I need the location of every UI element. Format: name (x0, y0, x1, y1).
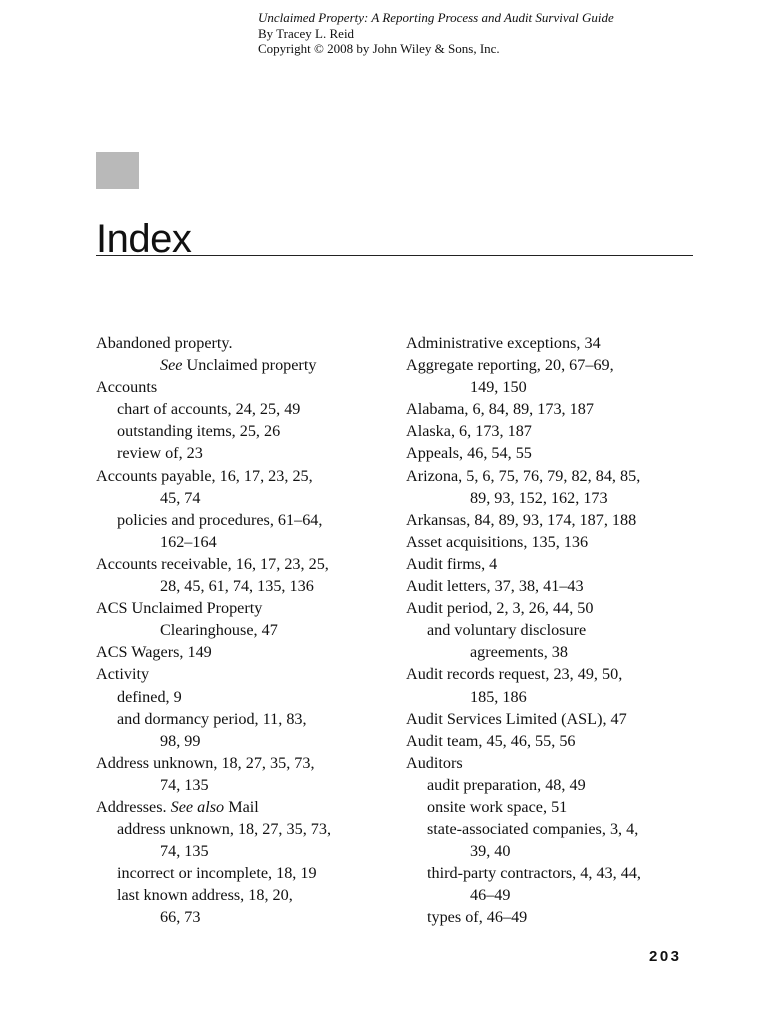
entry-text: review of, 23 (117, 444, 203, 463)
entry-text: incorrect or incomplete, 18, 19 (117, 864, 317, 883)
index-entry (96, 730, 396, 752)
entry-text: Appeals, 46, 54, 55 (406, 444, 532, 463)
index-entry (406, 420, 706, 442)
index-entry (406, 575, 706, 597)
entry-text: onsite work space, 51 (427, 797, 568, 816)
index-entry (96, 465, 396, 487)
entry-text: Asset acquisitions, 135, 136 (406, 532, 589, 551)
index-entry (406, 840, 706, 862)
index-entry (406, 442, 706, 464)
index-entry (96, 663, 396, 685)
entry-text: chart of accounts, 24, 25, 49 (117, 400, 301, 419)
index-entry (96, 774, 396, 796)
entry-text: Address unknown, 18, 27, 35, 73, (96, 753, 315, 772)
index-entry (406, 818, 706, 840)
index-entry (96, 796, 396, 818)
index-entry (96, 354, 396, 376)
index-entry (96, 619, 396, 641)
entry-text: audit preparation, 48, 49 (427, 775, 586, 794)
entry-text: Audit team, 45, 46, 55, 56 (406, 731, 576, 750)
entry-text: 39, 40 (470, 842, 511, 861)
entry-text: Abandoned property. (96, 334, 233, 352)
index-entry (96, 487, 396, 509)
entry-text: Aggregate reporting, 20, 67–69, (406, 356, 614, 375)
entry-text: Clearinghouse, 47 (160, 621, 278, 640)
entry-text: 149, 150 (470, 378, 527, 397)
index-entry (406, 663, 706, 685)
index-entry (406, 774, 706, 796)
entry-text: Administrative exceptions, 34 (406, 334, 601, 352)
see-also-reference: See also (170, 797, 225, 816)
entry-text: last known address, 18, 20, (117, 886, 293, 905)
index-entry (96, 840, 396, 862)
index-entry (96, 398, 396, 420)
entry-text: Alabama, 6, 84, 89, 173, 187 (406, 400, 594, 419)
entry-text: agreements, 38 (470, 643, 568, 662)
index-column-left (96, 332, 396, 929)
index-entry (96, 752, 396, 774)
entry-text: third-party contractors, 4, 43, 44, (427, 864, 641, 883)
entry-text: Audit Services Limited (ASL), 47 (406, 709, 627, 728)
entry-text: ACS Unclaimed Property (96, 599, 263, 618)
entry-text: Alaska, 6, 173, 187 (406, 422, 532, 441)
index-entry (406, 531, 706, 553)
entry-text: and dormancy period, 11, 83, (117, 709, 307, 728)
index-entry (96, 818, 396, 840)
index-entry (406, 906, 706, 928)
index-entry (96, 420, 396, 442)
entry-text: types of, 46–49 (427, 908, 528, 927)
index-entry (96, 442, 396, 464)
index-entry (406, 619, 706, 641)
index-entry (406, 730, 706, 752)
index-entry (96, 553, 396, 575)
entry-text: 89, 93, 152, 162, 173 (470, 488, 608, 507)
entry-text: address unknown, 18, 27, 35, 73, (117, 820, 332, 839)
index-entry (96, 597, 396, 619)
entry-text: Audit firms, 4 (406, 554, 498, 573)
entry-text: Accounts receivable, 16, 17, 23, 25, (96, 554, 329, 573)
entry-text: Addresses. (96, 797, 171, 816)
index-entry (96, 906, 396, 928)
entry-text: state-associated companies, 3, 4, (427, 820, 639, 839)
index-entry (96, 376, 396, 398)
index-entry (406, 398, 706, 420)
entry-text: 28, 45, 61, 74, 135, 136 (160, 577, 314, 596)
book-title: Unclaimed Property: A Reporting Process and Audit Survival Guide (258, 10, 614, 25)
entry-text: defined, 9 (117, 687, 182, 706)
index-entry (406, 465, 706, 487)
entry-text: Audit period, 2, 3, 26, 44, 50 (406, 599, 594, 618)
entry-text: policies and procedures, 61–64, (117, 510, 323, 529)
index-entry (406, 708, 706, 730)
index-entry (406, 354, 706, 376)
entry-text: Arizona, 5, 6, 75, 76, 79, 82, 84, 85, (406, 466, 641, 485)
entry-text-after: Mail (224, 797, 259, 816)
index-entry (406, 553, 706, 575)
index-entry (406, 332, 706, 354)
index-entry (406, 641, 706, 663)
index-entry (406, 597, 706, 619)
index-entry (406, 487, 706, 509)
copyright-line: Copyright © 2008 by John Wiley & Sons, Inc. (258, 41, 500, 56)
index-entry (96, 686, 396, 708)
entry-text: 46–49 (470, 886, 511, 905)
entry-text: Activity (96, 665, 150, 684)
index-entry (96, 884, 396, 906)
index-entry (96, 575, 396, 597)
index-entry (96, 509, 396, 531)
entry-text: Accounts payable, 16, 17, 23, 25, (96, 466, 313, 485)
entry-text: and voluntary disclosure (427, 621, 587, 640)
entry-text: ACS Wagers, 149 (96, 643, 212, 662)
entry-text: 74, 135 (160, 775, 209, 794)
index-entry (96, 708, 396, 730)
index-entry (406, 884, 706, 906)
index-entry (406, 686, 706, 708)
entry-text: Audit records request, 23, 49, 50, (406, 665, 623, 684)
entry-text: Auditors (406, 753, 463, 772)
index-entry (96, 641, 396, 663)
page-number: 203 (649, 948, 682, 965)
entry-text: 45, 74 (160, 488, 201, 507)
see-reference: See (160, 356, 183, 375)
entry-text: 98, 99 (160, 731, 201, 750)
chapter-marker-box (96, 152, 139, 189)
entry-text: 74, 135 (160, 842, 209, 861)
entry-text: outstanding items, 25, 26 (117, 422, 281, 441)
index-entry (406, 796, 706, 818)
entry-text: 185, 186 (470, 687, 527, 706)
entry-text: Arkansas, 84, 89, 93, 174, 187, 188 (406, 510, 637, 529)
index-entry (96, 862, 396, 884)
entry-text: 162–164 (160, 532, 217, 551)
entry-text: Audit letters, 37, 38, 41–43 (406, 577, 584, 596)
entry-text: 66, 73 (160, 908, 201, 927)
page-title: Index (96, 216, 693, 256)
index-entry (406, 376, 706, 398)
author-line: By Tracey L. Reid (258, 25, 355, 41)
running-header (258, 10, 614, 57)
entry-text: Accounts (96, 378, 158, 397)
entry-text: Unclaimed property (182, 356, 317, 375)
index-entry (406, 862, 706, 884)
index-entry (96, 332, 396, 354)
index-column-right (406, 332, 706, 929)
index-entry (406, 509, 706, 531)
index-entry (406, 752, 706, 774)
index-entry (96, 531, 396, 553)
